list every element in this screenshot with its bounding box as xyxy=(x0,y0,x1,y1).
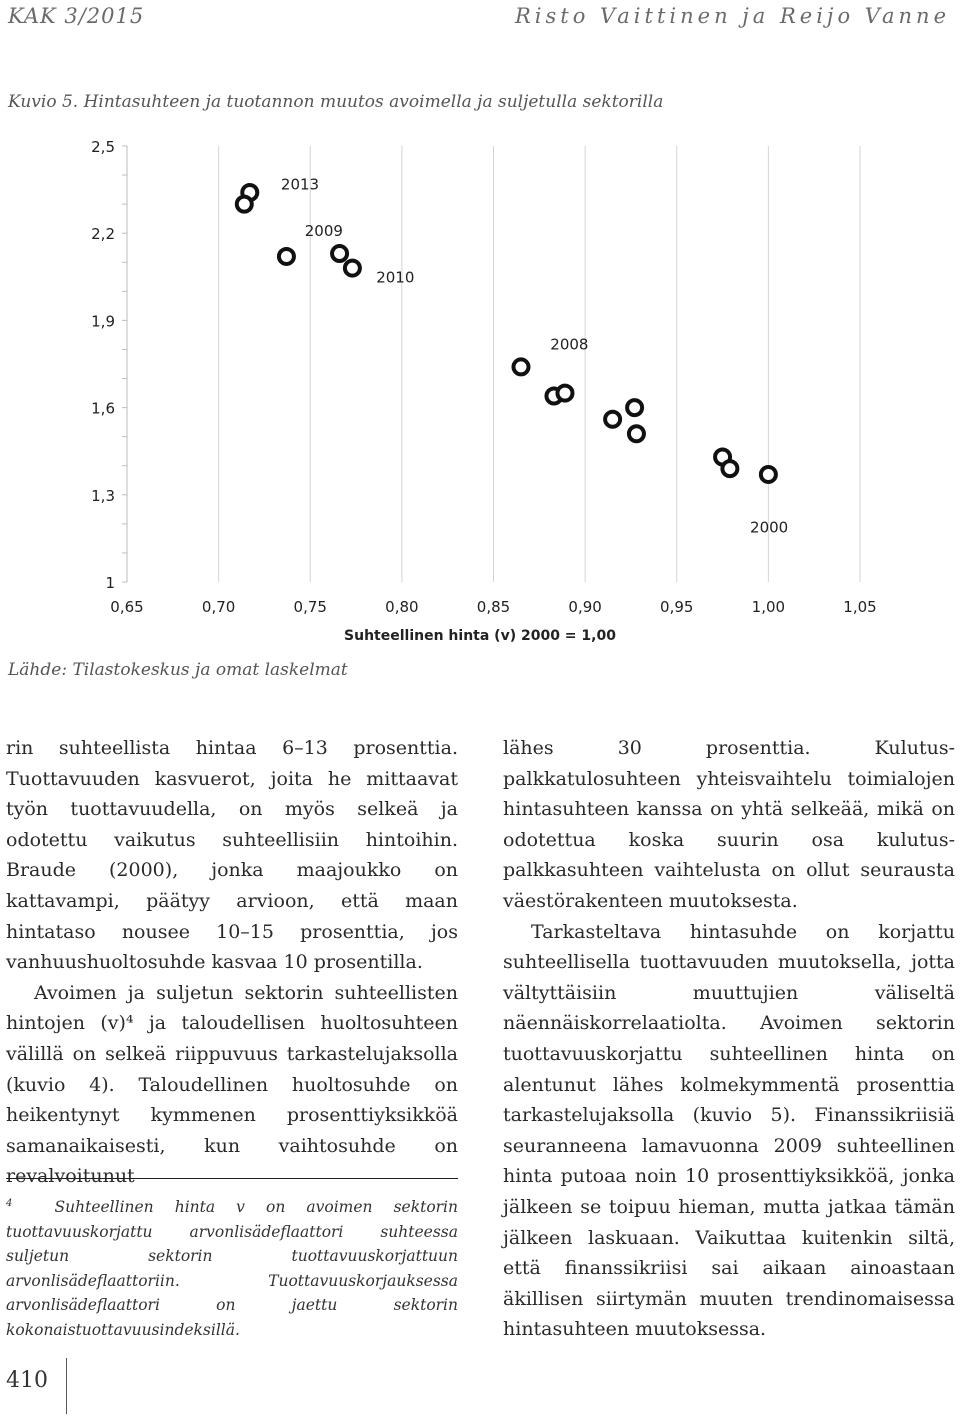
paragraph: lähes 30 prosenttia. Kulutus-palkkatulosuhteen yhteisvaihtelu toimialojen hintasuhteen kanssa on yhtä selkeää, mikä on odotettua koska suurin osa kulutus-palkkasuhteen vaihtelusta on ollut seurausta väestörakenteen muutoksesta. xyxy=(503,737,955,912)
year-annotation: 2010 xyxy=(376,268,415,287)
journal-header: KAK 3/2015 xyxy=(8,4,145,28)
data-point xyxy=(761,467,776,482)
x-tick-label: 0,80 xyxy=(385,598,419,616)
body-left-column xyxy=(6,733,458,1192)
data-point xyxy=(332,246,347,261)
paragraph: rin suhteellista hintaa 6–13 prosenttia. Tuottavuuden kasvuerot, joita he mittaavat työn tuottavuudella, on myös selkeä ja odotettu vaikutus suhteellisiin hintoihin. Braude (2000), jonka maajoukko on kattavampi, päätyy arvioon, että maan hintataso nousee 10–15 prosenttia, jos vanhuushuoltosuhde kasvaa 10 prosentilla. xyxy=(6,737,458,974)
data-point xyxy=(345,261,360,276)
y-tick-label: 1,9 xyxy=(91,312,115,331)
data-point xyxy=(722,461,737,476)
data-point xyxy=(627,400,642,415)
year-annotation: 2008 xyxy=(550,335,589,354)
y-tick-label: 1 xyxy=(105,574,115,592)
y-tick-label: 1,6 xyxy=(91,399,115,418)
scatter-chart xyxy=(0,120,960,650)
year-annotation: 2013 xyxy=(280,175,320,194)
x-tick-label: 1,05 xyxy=(843,598,877,616)
x-tick-label: 0,65 xyxy=(110,598,144,616)
data-point xyxy=(605,412,620,427)
footnote-number: 4 xyxy=(6,1198,13,1209)
page-number-divider xyxy=(66,1358,67,1414)
footnote-text: Suhteellinen hinta v on avoimen sektorin tuottavuuskorjattu arvonlisädeflaattori suhteessa suljetun sektorin tuottavuuskorjattuun arvonlisädeflaattoriin. Tuottavuuskorjauksessa arvonlisädeflaattori on jaettu sektorin kokonaistuottavuusindeksillä. xyxy=(6,1198,458,1339)
x-tick-label: 1,00 xyxy=(751,598,786,616)
y-tick-label: 2,5 xyxy=(91,138,115,156)
paragraph: Avoimen ja suljetun sektorin suhteellisten hintojen (v)⁴ ja taloudellisen huoltosuhteen välillä on selkeä riippuvuus tarkastelujaksolla (kuvio 4). Taloudellinen huoltosuhde on heikentynyt kymmenen prosenttiyksikköä samanaikaisesti, kun vaihtosuhde on revalvoitunut xyxy=(6,981,458,1188)
x-tick-label: 0,95 xyxy=(660,598,694,616)
y-tick-label: 2,2 xyxy=(91,225,115,244)
figure-caption: Kuvio 5. Hintasuhteen ja tuotannon muutos avoimella ja suljetulla sektorilla xyxy=(8,92,664,112)
x-axis-label: Suhteellinen hinta (v) 2000 = 1,00 xyxy=(344,628,616,644)
authors-header: Risto Vaittinen ja Reijo Vanne xyxy=(514,4,950,28)
chart-grid xyxy=(127,146,860,582)
data-point xyxy=(279,249,294,264)
x-tick-label: 0,85 xyxy=(476,598,511,616)
figure-source: Lähde: Tilastokeskus ja omat laskelmat xyxy=(8,660,348,680)
paragraph: Tarkasteltava hintasuhde on korjattu suhteellisella tuottavuuden muutoksella, jotta vältyttäisiin muuttujien väliseltä näennäiskorrelaatiolta. Avoimen sektorin tuottavuuskorjattu suhteellinen hinta on alentunut lähes kolmekymmentä prosenttia tarkastelujaksolla (kuvio 5). Finanssikriisiä seuranneena lamavuonna 2009 suhteellinen hinta putoaa noin 10 prosenttiyksikköä, jonka jälkeen se toipuu hieman, mutta jatkaa tämän jälkeen laskuaan. Vaikuttaa kuitenkin siltä, että finanssikriisi sai aikaan ainoastaan äkillisen siirtymän muuten trendinomaisessa hintasuhteen muutoksessa. xyxy=(503,920,955,1341)
chart-axes xyxy=(122,146,127,582)
footnote-divider xyxy=(6,1178,458,1179)
page-number: 410 xyxy=(6,1368,48,1393)
x-tick-label: 0,70 xyxy=(201,598,236,616)
data-point xyxy=(557,386,572,401)
year-annotation: 2009 xyxy=(304,222,343,241)
tick-labels xyxy=(91,138,877,616)
chart-annotations xyxy=(281,176,788,537)
x-tick-label: 0,75 xyxy=(293,598,327,616)
data-point xyxy=(513,359,528,374)
data-point xyxy=(629,426,644,441)
data-point xyxy=(237,197,252,212)
x-tick-label: 0,90 xyxy=(568,598,602,616)
year-annotation: 2000 xyxy=(750,518,789,537)
y-tick-label: 1,3 xyxy=(91,486,115,505)
body-right-column xyxy=(503,733,955,1345)
footnote xyxy=(6,1192,458,1342)
